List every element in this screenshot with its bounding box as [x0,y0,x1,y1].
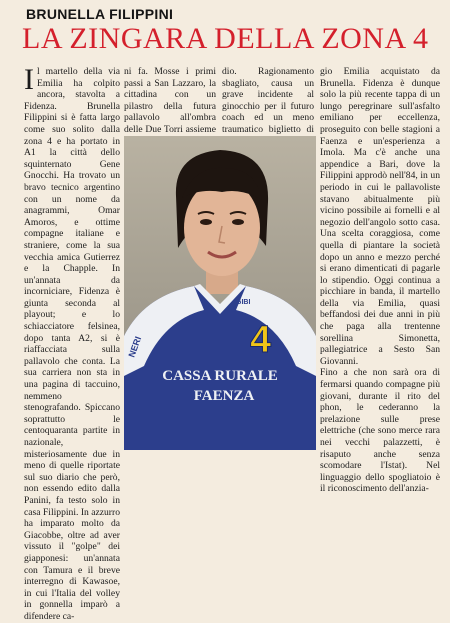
jersey-sponsor-2: FAENZA [193,388,255,404]
player-photo [124,136,316,450]
column-2: ni fa. Mosse i primi passi a San Lazzaro, la cittadina con un pilastro della futura pallavolo all'ombra delle Due Torri assieme [124,66,216,135]
kicker-name: BRUNELLA FILIPPINI [26,6,174,22]
headline: LA ZINGARA DELLA ZONA 4 [22,22,429,55]
jersey-number: 4 [250,319,272,361]
chest-logo: GIBI [236,299,251,306]
drop-cap: I [24,63,34,96]
column-3: dio. Ragionamento sbagliato, causa un grave incidente al ginocchio per il futuro coach ed un meno traumatico biglietto di [222,66,314,135]
column-4: gio Emilia acquistato da Brunella. Fidenza è dunque solo la più recente tappa di un lungo peregrinare sull'asfalto emiliano per eccellenza, proseguito con belle stagioni a Faenza e un'esperienza a Imola. Ma c'è anche una appendice a Bari, dove la Filippini approdò nell'84, in un periodo in cui le pallavoliste stavano abitualmente più vicino possibile ai fornelli e al negozio dell'angolo sotto casa. Una scelta coraggiosa, come quella di piantare la società dopo un anno e mezzo perché si erano dimenticati di pagarle lo stipendio. Oggi continua a picchiare in banda, il martello della via Emilia, quasi beffandosi dei due anni in più che paga alla trentenne sorellina Simonetta, pallegiatrice a Sesto San Giovanni. Fino a che non sarà ora di fermarsi quando compagne più giovani, durante il rito del phon, le cederanno la prelazione sulle prese elettriche (che sono merce rara nei vecchi palazzetti, è risaputo anche senza scomodare l'Istat). Nel linguaggio dello spogliatoio è il riconoscimento dell'anzia- [320,66,440,495]
column-1-text: l martello della via Emilia ha colpito ancora, stavolta a Fidenza. Brunella Filippini si è fatta largo come suo solito dalla zona 4 e ha portato in A1 la città dello squinternato Gene Gnocchi. Ha trovato un bravo tecnico argentino con un nome da anagrammi, Omar Amoros, e ottime compagne italiane e straniere, come la sua vecchia amica Gutierrez e la Chapple. In un'annata da incorniciare, Fidenza è giunta seconda al playout; e lo schiacciatore felsinea, dopo tanta A2, si è riaffacciata sulla pallavolo che conta. La sua carriera non sta in una pagina di taccuino, nemmeno stenografando. Spiccano soprattutto le centoquaranta partite in nazionale, misteriosamente due in meno di quelle riportate sul suo diario che però, non essendo edito dalla Panini, fa testo solo in casa Filippini. In azzurro ha imparato molto da Giacobbe, oltre ad aver vissuto il "golpe" dei giapponesi: un'annata con Tamura e il breve interregno di Kawasoe, in cui l'Italia del volley in gonnella imparò a difendere ca- [24,66,120,622]
shoulder-logo: NERI [126,335,144,359]
jersey-sponsor-1: CASSA RURALE [162,368,278,384]
column-1 [24,63,120,622]
